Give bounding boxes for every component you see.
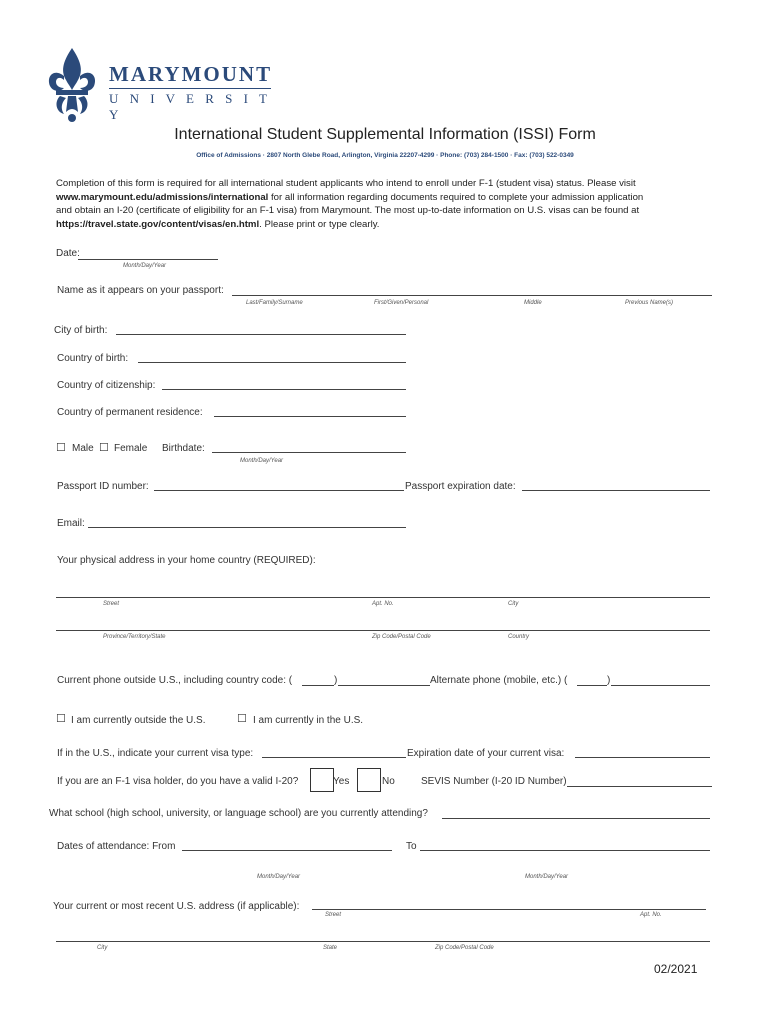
- passport-name-label: Name as it appears on your passport:: [57, 285, 224, 296]
- visa-type-label: If in the U.S., indicate your current visa type:: [57, 748, 254, 759]
- country-citizenship-label: Country of citizenship:: [57, 380, 156, 391]
- yes-checkbox[interactable]: [310, 768, 334, 792]
- name-caption-previous: Previous Name(s): [625, 300, 674, 306]
- current-phone-code-field[interactable]: [302, 685, 334, 686]
- country-birth-label: Country of birth:: [57, 353, 129, 364]
- outside-us-checkbox[interactable]: ☐: [56, 713, 66, 725]
- physical-address-line1[interactable]: [56, 597, 710, 598]
- yes-label: Yes: [333, 776, 350, 787]
- alt-phone-field[interactable]: [611, 685, 710, 686]
- birthdate-caption: Month/Day/Year: [240, 458, 284, 464]
- name-caption-first: First/Given/Personal: [374, 300, 429, 306]
- outside-us-label: I am currently outside the U.S.: [71, 715, 206, 726]
- country-residence-label: Country of permanent residence:: [57, 407, 203, 418]
- birthdate-label: Birthdate:: [162, 443, 205, 454]
- addr-caption-province: Province/Territory/State: [103, 634, 166, 640]
- from-caption: Month/Day/Year: [257, 874, 301, 880]
- us-address-label: Your current or most recent U.S. address (if applicable):: [53, 901, 300, 912]
- sevis-label: SEVIS Number (I-20 ID Number): [421, 776, 567, 787]
- email-label: Email:: [57, 518, 85, 529]
- us-addr-caption-street: Street: [325, 912, 342, 918]
- alt-phone-paren: ): [607, 675, 611, 686]
- us-address-line1[interactable]: [312, 909, 706, 910]
- addr-caption-city: City: [508, 601, 519, 607]
- date-label: Date:: [56, 248, 80, 259]
- dates-from-label: Dates of attendance: From: [57, 841, 176, 852]
- in-us-checkbox[interactable]: ☐: [237, 713, 247, 725]
- city-birth-label: City of birth:: [54, 325, 108, 336]
- alt-phone-code-field[interactable]: [577, 685, 607, 686]
- addr-caption-apt: Apt. No.: [372, 601, 394, 607]
- current-phone-label: Current phone outside U.S., including country code: (: [57, 675, 293, 686]
- intro-text-2: for all information regarding documents required to complete your admission application and obtain an I-20 (certificate of eligibility for an F-1 visa) from Marymount. The most up-to-date information on U.S. visas can be found at: [56, 191, 644, 216]
- visa-exp-label: Expiration date of your current visa:: [407, 748, 565, 759]
- no-label: No: [382, 776, 395, 787]
- female-checkbox[interactable]: ☐: [99, 442, 109, 454]
- current-phone-paren: ): [334, 675, 338, 686]
- date-field[interactable]: [78, 259, 218, 260]
- visa-type-field[interactable]: [262, 757, 406, 758]
- school-label: What school (high school, university, or language school) are you currently attending?: [49, 808, 428, 819]
- in-us-label: I am currently in the U.S.: [253, 715, 364, 726]
- email-field[interactable]: [88, 527, 406, 528]
- country-birth-field[interactable]: [138, 362, 406, 363]
- intro-text-1: Completion of this form is required for all international student applicants who intend to enroll under F-1 (student visa) status. Please visit: [56, 178, 636, 189]
- us-addr-caption-state: State: [323, 945, 338, 951]
- admissions-link[interactable]: www.marymount.edu/admissions/international: [56, 191, 269, 203]
- form-title: International Student Supplemental Information (ISSI) Form: [174, 126, 596, 143]
- addr-caption-street: Street: [103, 601, 120, 607]
- visa-exp-field[interactable]: [575, 757, 710, 758]
- alt-phone-label: Alternate phone (mobile, etc.) (: [430, 675, 568, 686]
- passport-name-field[interactable]: [232, 295, 712, 296]
- current-phone-field[interactable]: [338, 685, 430, 686]
- logo-divider: [109, 88, 271, 89]
- us-addr-caption-zip: Zip Code/Postal Code: [435, 945, 494, 951]
- dates-to-label: To: [406, 841, 417, 852]
- dates-to-field[interactable]: [420, 850, 710, 851]
- birthdate-field[interactable]: [212, 452, 406, 453]
- addr-caption-zip: Zip Code/Postal Code: [372, 634, 431, 640]
- f1-question-label: If you are an F-1 visa holder, do you have a valid I-20?: [57, 776, 299, 787]
- name-caption-middle: Middle: [524, 300, 542, 306]
- us-address-line2[interactable]: [56, 941, 710, 942]
- passport-exp-label: Passport expiration date:: [405, 481, 516, 492]
- sevis-field[interactable]: [567, 786, 712, 787]
- female-label: Female: [114, 443, 148, 454]
- university-logo: [46, 46, 276, 126]
- us-addr-caption-city: City: [97, 945, 108, 951]
- country-residence-field[interactable]: [214, 416, 406, 417]
- no-checkbox[interactable]: [357, 768, 381, 792]
- name-caption-last: Last/Family/Surname: [246, 300, 303, 306]
- addr-caption-country: Country: [508, 634, 530, 640]
- physical-address-line2[interactable]: [56, 630, 710, 631]
- physical-address-label: Your physical address in your home country (REQUIRED):: [57, 555, 316, 566]
- to-caption: Month/Day/Year: [525, 874, 569, 880]
- date-caption: Month/Day/Year: [123, 263, 167, 269]
- visa-info-link[interactable]: https://travel.state.gov/content/visas/en.html: [56, 218, 260, 230]
- school-field[interactable]: [442, 818, 710, 819]
- country-citizenship-field[interactable]: [162, 389, 406, 390]
- city-birth-field[interactable]: [116, 334, 406, 335]
- intro-text-3: . Please print or type clearly.: [259, 218, 380, 230]
- logo-wordmark-top: MARYMOUNT: [109, 62, 273, 86]
- dates-from-field[interactable]: [182, 850, 392, 851]
- male-label: Male: [72, 443, 94, 454]
- intro-paragraph: [56, 177, 656, 231]
- passport-exp-field[interactable]: [522, 490, 710, 491]
- office-address: Office of Admissions · 2807 North Glebe Road, Arlington, Virginia 22207-4299 · Phone: (703) 284-1500 · Fax: (703) 522-0349: [196, 152, 574, 159]
- passport-id-label: Passport ID number:: [57, 481, 149, 492]
- male-checkbox[interactable]: ☐: [56, 442, 66, 454]
- passport-id-field[interactable]: [154, 490, 404, 491]
- us-addr-caption-apt: Apt. No.: [640, 912, 662, 918]
- logo-wordmark-bottom: U N I V E R S I T Y: [109, 91, 271, 122]
- fleur-de-lis-icon: [46, 46, 98, 124]
- revision-date: 02/2021: [654, 962, 698, 976]
